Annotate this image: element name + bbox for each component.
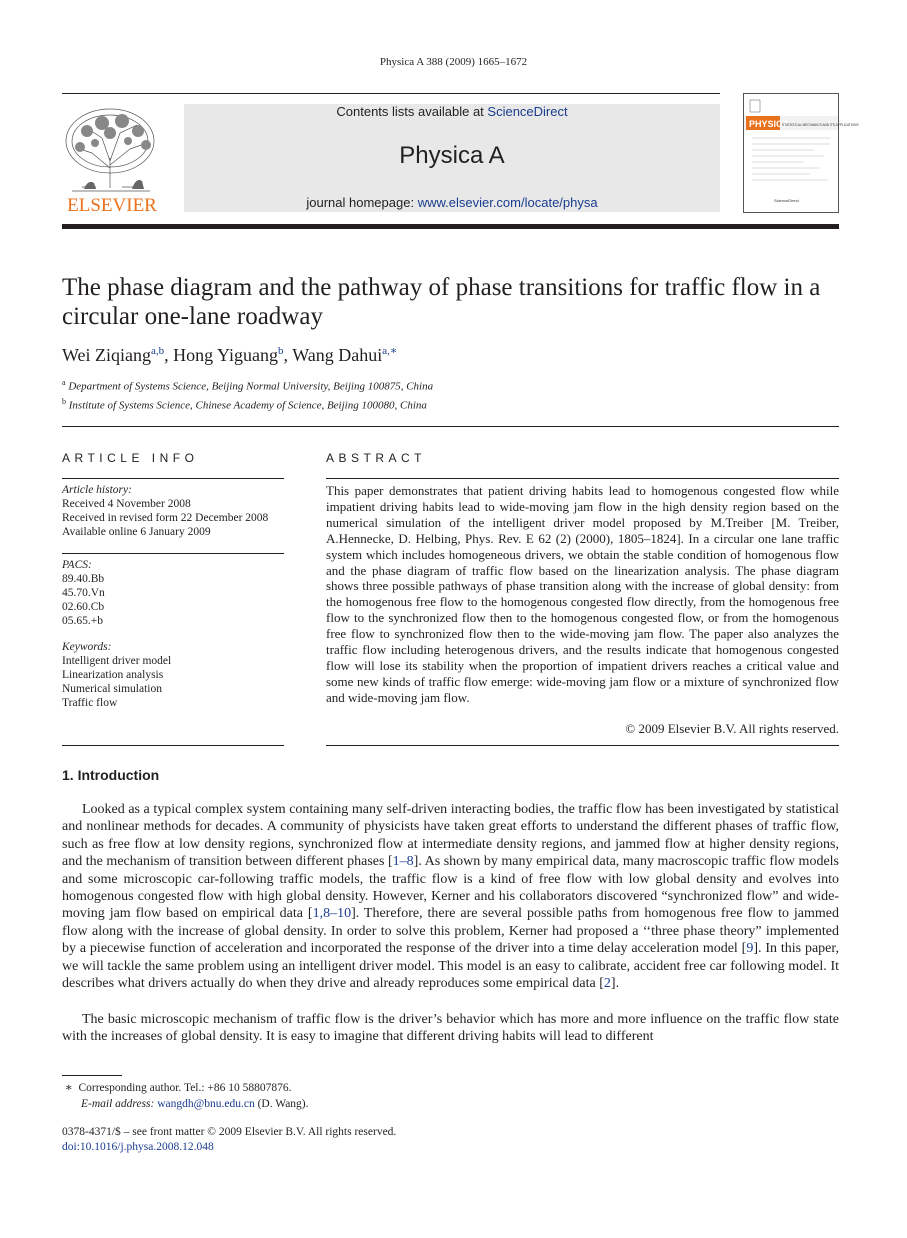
sciencedirect-link[interactable]: ScienceDirect: [487, 104, 568, 119]
body-paragraph: The basic microscopic mechanism of traffic flow is the driver’s behavior which has more and more influence on the traffic flow state with the increases of global density. It is easy to imagine that different driving habits will lead to different: [62, 1012, 839, 1045]
affiliation-mark: a: [62, 378, 66, 387]
email-link[interactable]: wangdh@bnu.edu.cn: [157, 1098, 255, 1110]
affiliation-mark: b: [62, 397, 66, 406]
contents-line: [184, 104, 720, 119]
author-separator: ,: [164, 345, 174, 365]
author-affiliation-mark[interactable]: a,b: [151, 345, 165, 357]
article-info-heading: ARTICLE INFO: [62, 451, 199, 465]
tree-icon: [62, 103, 162, 215]
homepage-link[interactable]: www.elsevier.com/locate/physa: [417, 195, 598, 210]
citation-link[interactable]: 9: [746, 941, 754, 957]
publisher-name: ELSEVIER: [67, 195, 157, 216]
elsevier-logo: [62, 103, 162, 215]
corresponding-footnote: [62, 1081, 292, 1096]
info-rule: [62, 553, 284, 554]
history-label: Article history:: [62, 484, 132, 496]
affiliation-text: Department of Systems Science, Beijing Normal University, Beijing 100875, China: [68, 380, 434, 393]
article-title: The phase diagram and the pathway of phase transitions for traffic flow in a circular one-lane roadway: [62, 274, 821, 330]
cover-subtitle: STATISTICAL MECHANICS AND ITS APPLICATIONS: [782, 123, 859, 127]
keywords-list: [62, 640, 284, 710]
author-list: [62, 344, 397, 366]
keyword: Numerical simulation: [62, 683, 162, 695]
header-thick-rule: [62, 224, 839, 229]
author-name: Wei Ziqiang: [62, 345, 152, 365]
keyword: Intelligent driver model: [62, 655, 172, 667]
paragraph-text: ].: [610, 976, 620, 992]
homepage-line: [184, 195, 720, 210]
contents-prefix: Contents lists available at: [336, 104, 488, 119]
email-footnote: [81, 1097, 309, 1112]
author-name: Wang Dahui: [292, 345, 383, 365]
pacs-list: [62, 558, 284, 628]
pacs-code: 45.70.Vn: [62, 587, 105, 599]
history-item: Available online 6 January 2009: [62, 526, 211, 538]
paragraph-text: ]. Therefore, there are several possible paths from homogenous free flow to jammed flow along with the increase of global density. In order to solve this problem, Kerner had proposed a ‘‘three phase theory” implemented by a piecewise function of acceleration and incorporated the response of the driver into a time delay acceleration model [: [62, 906, 839, 957]
body-paragraph: [62, 801, 839, 992]
keywords-label: Keywords:: [62, 641, 112, 653]
affiliation-text: Institute of Systems Science, Chinese Academy of Science, Beijing 100080, China: [68, 399, 427, 412]
abstract-heading: ABSTRACT: [326, 451, 427, 465]
issn-line: 0378-4371/$ – see front matter © 2009 Elsevier B.V. All rights reserved.: [62, 1126, 397, 1138]
section-rule: [62, 426, 839, 427]
abstract-copyright: © 2009 Elsevier B.V. All rights reserved.: [625, 721, 839, 736]
affiliation: [62, 397, 427, 412]
footnote-mark: ∗: [64, 1082, 73, 1094]
email-label: E-mail address:: [81, 1098, 158, 1110]
article-history: [62, 483, 284, 539]
cover-publisher: ScienceDirect: [774, 198, 799, 203]
author-affiliation-mark[interactable]: a,∗: [382, 345, 398, 357]
cover-title: PHYSICA: [749, 119, 790, 129]
affiliation: [62, 378, 433, 393]
homepage-prefix: journal homepage:: [306, 195, 418, 210]
author-name: Hong Yiguang: [173, 345, 278, 365]
keyword: Linearization analysis: [62, 669, 164, 681]
paragraph-text: Looked as a typical complex system containing many self-driven interacting bodies, the traffic flow has been investigated by statistical and nonlinear methods for decades. A community of physicists have taken great efforts to understand the different phases of traffic flow, such as free flow at low density regions, synchronized flow at intermediate density regions, and jammed flow at higher density regions, and the mechanism of transition between different phases [: [62, 802, 839, 870]
citation-link[interactable]: 2: [603, 976, 611, 992]
history-item: Received 4 November 2008: [62, 498, 191, 510]
pacs-code: 05.65.+b: [62, 615, 103, 627]
citation-link[interactable]: 1,8–10: [312, 906, 352, 922]
journal-cover-thumbnail: [743, 93, 859, 213]
paragraph-text: ]. In this paper, we will tackle the same problem using an intelligent driver model. This model is an easy to calibrate, accident free car following model. It describes what drivers actually do when they drive and already reproduces some empirical data [: [62, 941, 839, 992]
footnote-rule: [62, 1075, 122, 1076]
pacs-label: PACS:: [62, 559, 92, 571]
email-suffix: (D. Wang).: [254, 1098, 309, 1110]
header-rule: [62, 93, 720, 94]
footnote-text: Corresponding author. Tel.: +86 10 58807876.: [78, 1082, 292, 1094]
doi-link[interactable]: doi:10.1016/j.physa.2008.12.048: [62, 1141, 214, 1153]
journal-name: Physica A: [399, 142, 505, 169]
author-separator: ,: [283, 345, 293, 365]
history-item: Received in revised form 22 December 2008: [62, 512, 269, 524]
abstract-rule: [326, 745, 839, 746]
keyword: Traffic flow: [62, 697, 118, 709]
section-heading: 1. Introduction: [62, 767, 160, 783]
author-affiliation-mark[interactable]: b: [278, 345, 284, 357]
abstract-rule: [326, 478, 839, 479]
info-rule: [62, 478, 284, 479]
abstract-text: This paper demonstrates that patient driving habits lead to homogenous congested flow while impatient driving habits lead to wide-moving jam flow in the high density region based on the numerical simulation of the intelligent driver model proposed by M.Treiber [M. Treiber, A.Hennecke, D. Helbing, Phys. Rev. E 62 (2) (2000), 1805–1824]. In a circular one lane traffic system which includes homogeneous drivers, we obtain the stable condition of homogenous flow and the phase diagram of traffic flow based on the linearization analysis. The phase diagram shows three possible pathways of phase transition along with the increase of global density: from the homogenous free flow to the homogenous congested flow directly, from the homogenous free flow to the synchronized flow then to the homogenous congested flow, or from the homogenous free flow to synchronized flow then to the wide-moving jam flow. The paper also analyzes the traffic flow including heterogenous drivers, and the results indicate that homogenous congested flow will lose its stability when the proportion of impatient drivers reaches a critical value and some new kinds of traffic flow emerge: wide-moving jam flow or a mixture of synchronized flow and wide-moving jam flow.: [326, 483, 839, 705]
paragraph-text: ]. As shown by many empirical data, many macroscopic traffic flow models and some microscopic car-following traffic models, the traffic flow is a kind of free flow with low global density and evolves into homogenous congested flow with high global density. However, Kerner and his collaborators discovered “synchronized flow” and wide-moving jam flow based on empirical data [: [62, 854, 839, 922]
citation-link[interactable]: 1–8: [392, 854, 414, 870]
journal-reference: Physica A 388 (2009) 1665–1672: [379, 56, 528, 68]
info-rule: [62, 745, 284, 746]
pacs-code: 02.60.Cb: [62, 601, 105, 613]
pacs-code: 89.40.Bb: [62, 573, 105, 585]
